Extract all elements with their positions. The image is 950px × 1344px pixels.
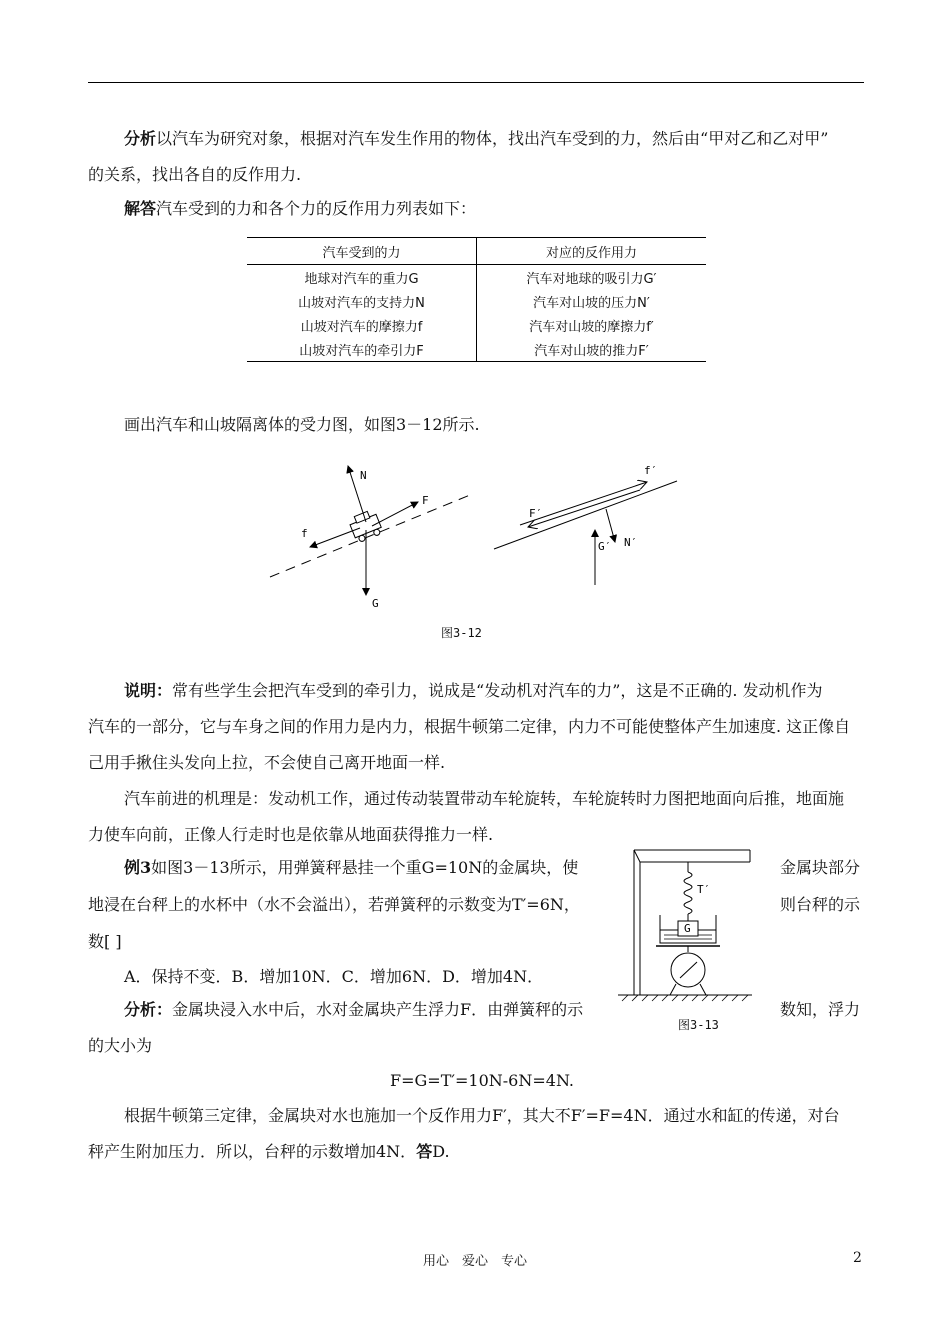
- example3-text-1a: 如图3－13所示，用弹簧秤悬挂一个重G=10N的金属块，使: [151, 858, 579, 877]
- figure-intro: 画出汽车和山坡隔离体的受力图，如图3－12所示.: [124, 415, 480, 434]
- conclusion-text-2: 秤产生附加压力．所以，台秤的示数增加4N．: [88, 1142, 417, 1161]
- conclusion-line-2: [88, 1142, 450, 1162]
- example3-text-3: 数[ ]: [88, 932, 122, 951]
- table-header-cell: 汽车受到的力: [247, 238, 477, 265]
- conclusion-line-1: 根据牛顿第三定律，金属块对水也施加一个反作用力F′，其大不F′=F=4N．通过水和缸的传递，对台: [124, 1106, 840, 1125]
- table-cell: 山坡对汽车的摩擦力f: [247, 313, 477, 337]
- table-cell: 汽车对地球的吸引力G′: [526, 271, 657, 287]
- analysis2-text-1b: 数知，浮力: [780, 1000, 861, 1019]
- note-text-1: 常有些学生会把汽车受到的牵引力，说成是“发动机对汽车的力”，这是不正确的. 发动机作为: [172, 681, 823, 700]
- note-label: 说明：: [124, 681, 173, 700]
- mechanism-line-2: 力使车向前，正像人行走时也是依靠从地面获得推力一样.: [88, 825, 494, 844]
- example3-text-2b: 则台秤的示: [780, 895, 861, 914]
- table-header-cell: 对应的反作用力: [477, 238, 707, 265]
- answer-text: 汽车受到的力和各个力的反作用力列表如下：: [156, 199, 477, 218]
- note-line-2: 汽车的一部分，它与车身之间的作用力是内力，根据牛顿第二定律，内力不可能使整体产生加速度. 这正像自: [88, 717, 851, 736]
- answer-mark: 答: [416, 1142, 433, 1161]
- label-G-block: G: [684, 922, 691, 935]
- note-line-3: 己用手揪住头发向上拉，不会使自己离开地面一样.: [88, 753, 446, 772]
- table-cell: 汽车对山坡的压力N′: [533, 295, 650, 311]
- page-footer: 用心 爱心 专心: [422, 1254, 527, 1269]
- example3-text-2a: 地浸在台秤上的水杯中（水不会溢出），若弹簧秤的示数变为T′=6N，: [88, 895, 580, 914]
- spring: [684, 872, 692, 914]
- label-F: F: [422, 494, 429, 507]
- mechanism-line-1: 汽车前进的机理是：发动机工作，通过传动装置带动车轮旋转，车轮旋转时力图把地面向后推，地面施: [124, 789, 845, 808]
- answer-label: 解答: [124, 199, 157, 218]
- label-f-prime: f′: [644, 464, 658, 477]
- label-N-prime: N′: [624, 536, 638, 549]
- figure-3-13-caption: 图3-13: [678, 1018, 719, 1032]
- analysis2-text-1a: 金属块浸入水中后，水对金属块产生浮力F．由弹簧秤的示: [172, 1000, 584, 1019]
- example3-label: 例3: [124, 858, 152, 877]
- table-cell: 山坡对汽车的牵引力F: [247, 337, 477, 362]
- analysis-label: 分析: [124, 129, 157, 148]
- table-cell: 汽车对山坡的摩擦力f′: [529, 319, 654, 335]
- table-cell: 地球对汽车的重力G: [247, 265, 477, 290]
- page-number: 2: [853, 1250, 862, 1266]
- analysis-line-2: 的关系，找出各自的反作用力.: [88, 165, 302, 184]
- example3-text-1b: 金属块部分: [780, 858, 861, 877]
- equation: F=G=T′=10N-6N=4N.: [390, 1071, 574, 1090]
- label-F-prime: F′: [529, 507, 543, 520]
- table-cell: 汽车对山坡的推力F′: [477, 337, 707, 362]
- label-G-prime: G′: [598, 540, 612, 553]
- label-T-prime: T′: [697, 883, 711, 896]
- label-N: N: [360, 469, 367, 482]
- label-f: f: [301, 527, 308, 540]
- analysis2-label: 分析：: [124, 1000, 173, 1019]
- label-G: G: [372, 597, 379, 610]
- example3-options: A．保持不变．B．增加10N．C．增加6N．D．增加4N．: [124, 967, 544, 986]
- analysis-text-1: 以汽车为研究对象，根据对汽车发生作用的物体，找出汽车受到的力，然后由“甲对乙和乙对甲”: [156, 129, 829, 148]
- answer-choice: D.: [432, 1142, 450, 1161]
- table-cell: 山坡对汽车的支持力N: [247, 289, 477, 313]
- figure-3-12-caption: 图3-12: [441, 626, 482, 640]
- analysis2-text-2: 的大小为: [88, 1036, 153, 1055]
